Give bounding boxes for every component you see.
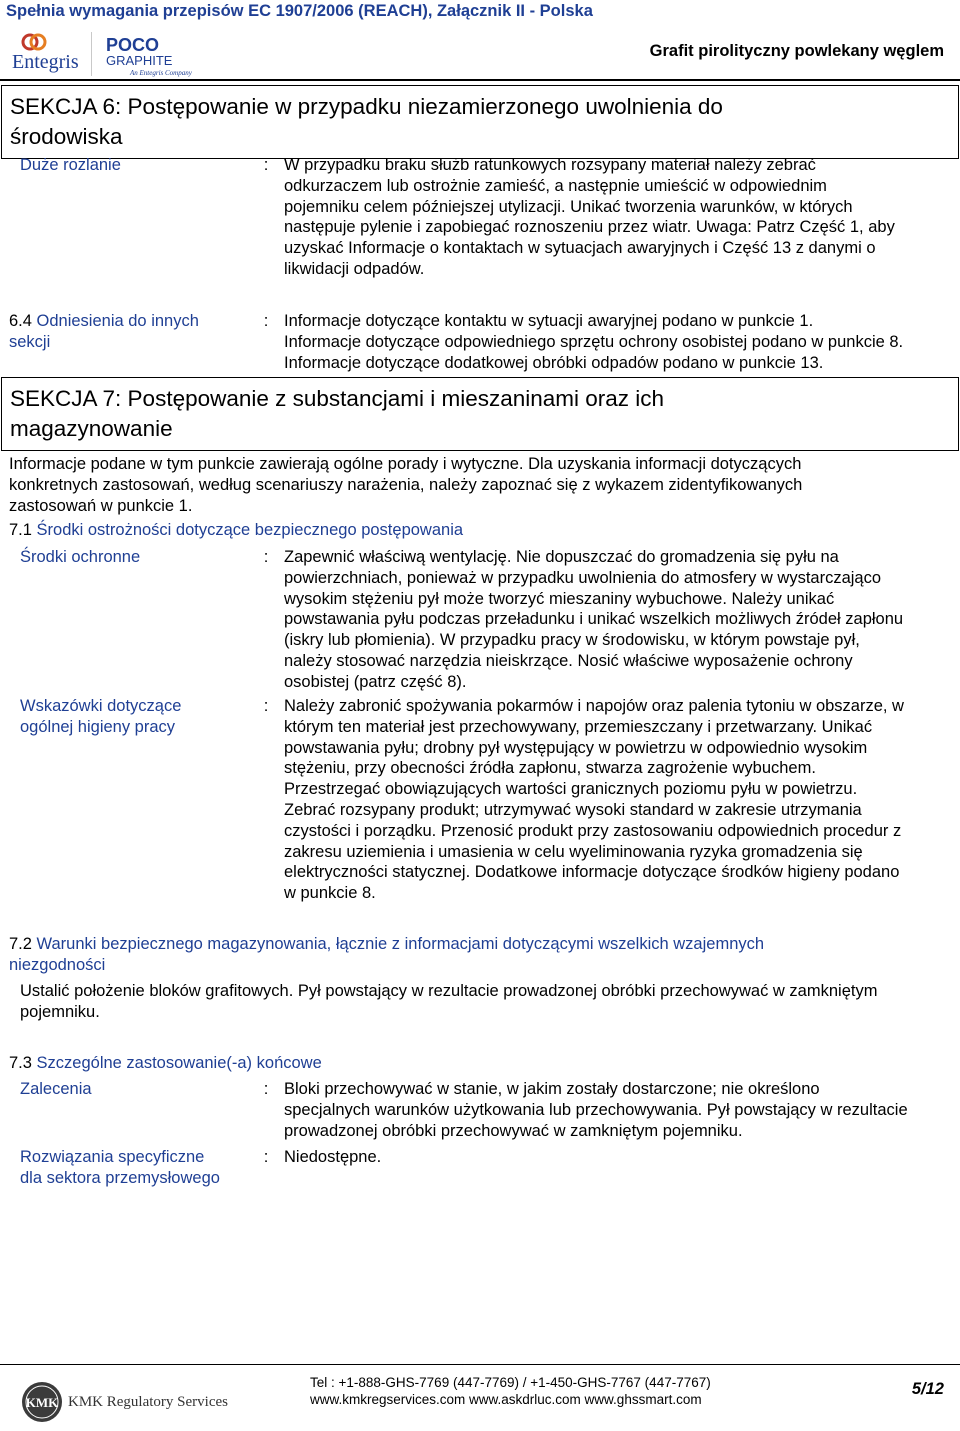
recommendations-label: Zalecenia [20,1080,92,1098]
regulation-banner: Spełnia wymagania przepisów EC 1907/2006 (REACH), Załącznik II - Polska [6,2,593,20]
text-line: którym ten materiał jest przechowywany, przemieszczany i przetwarzany. Unikać [284,717,873,736]
text-line: wysokim stężeniu pył może tworzyć mieszaniny wybuchowe. Należy unikać [284,589,835,608]
text-line: stężeniu, przy obecności źródła zapłonu, stwarza zagrożenie wybuchem. [284,759,816,778]
reference-label [9,311,199,353]
separator: : [263,1080,269,1098]
text-line: (iskry lub płomienia). W przypadku pracy w środowisku, w którym powstaje pył, [284,631,860,650]
text-line: Informacje dotyczące kontaktu w sytuacji awaryjnej podano w punkcie 1. [284,312,814,330]
text-line: należy stosować narzędzia nieiskrzące. Nosić właściwe wyposażenie ochrony [284,651,853,670]
separator: : [263,156,269,174]
text-line: Zebrać rozsypany produkt; utrzymywać wysoki standard w zakresie utrzymania [284,800,862,819]
hygiene-label-line1: Wskazówki dotyczące [20,697,182,715]
svg-text:GRAPHITE: GRAPHITE [106,53,173,68]
text-line: likwidacji odpadów. [284,259,425,278]
subsection-number: 7.2 [9,935,32,953]
text-line: powstawania pyłu podczas przeładunku i unikać wszelkich możliwych źródeł zapłonu [284,610,904,629]
text-line: pojemniku. [20,1002,100,1021]
industry-label-line2: dla sektora przemysłowego [20,1168,220,1187]
text-line: elektryczności statycznej. Dodatkowe informacje dotyczące środków higieny podano [284,863,900,882]
section7-title-line2: magazynowanie [10,416,173,441]
text-line: specjalnych warunków użytkowania lub przechowywania. Pył powstający w rezultacie [284,1100,908,1119]
text-line: W przypadku braku służb ratunkowych rozsypany materiał należy zebrać [284,156,816,174]
separator: : [263,548,269,566]
recommendations-text [284,1079,948,1141]
text-line: Informacje podane w tym punkcie zawierają ogólne porady i wytyczne. Dla uzyskania informacji dotyczących [9,455,802,473]
text-line: Przestrzegać obowiązujących wartości granicznych poziomu pyłu w powietrzu. [284,780,858,799]
protective-measures-label: Środki ochronne [20,548,141,566]
hygiene-label [20,696,181,738]
footer-divider [0,1364,960,1365]
section6-title-line1: SEKCJA 6: Postępowanie w przypadku niezamierzonego uwolnienia do [10,94,723,119]
text-line: czystości i porządku. Przenosić produkt przy zastosowaniu odpowiednich procedur z [284,821,902,840]
text-line: Bloki przechowywać w stanie, w jakim zostały dostarczone; nie określono [284,1080,820,1098]
text-line: następuje pylenie i zapobiegać roznoszeniu przez wiatr. Uwaga: Patrz Część 1, aby [284,218,895,237]
subsection-title-line1: Warunki bezpiecznego magazynowania, łącznie z informacjami dotyczącymi wszelkich wzajemnych [36,935,765,953]
text-line: Informacje dotyczące odpowiedniego sprzętu ochrony osobistej podano w punkcie 8. [284,332,904,351]
text-line: powierzchniach, ponieważ w przypadku uwolnienia do atmosfery w wystarczająco [284,568,882,587]
section7-intro [9,454,954,516]
text-line: prowadzonej obróbki przechowywać w zamkniętym pojemniku. [284,1121,743,1140]
large-spill-label: Duże rozlanie [20,156,121,174]
svg-text:POCO: POCO [106,35,160,55]
document-title: Grafit pirolityczny powlekany węglem [649,42,944,60]
reference-label-line1: Odniesienia do innych [36,312,199,330]
text-line: pojemniku celem późniejszej utylizacji. Unikać tworzenia warunków, w których [284,197,853,216]
footer-websites: www.kmkregservices.com www.askdrluc.com www.ghssmart.com [310,1392,702,1407]
page-number: 5/12 [911,1380,944,1398]
subsection-number: 7.1 [9,521,32,539]
industry-label-line1: Rozwiązania specyficzne [20,1148,205,1166]
section7-title-line1: SEKCJA 7: Postępowanie z substancjami i mieszaninami oraz ich [10,386,665,411]
storage-text [20,981,955,1023]
protective-measures-text [284,547,948,693]
text-line: zastosowań w punkcie 1. [9,496,193,515]
subsection-7-2-heading [9,934,954,976]
text-line: Ustalić położenie bloków grafitowych. Pył powstający w rezultacie prowadzonej obróbki przechowywać w zamkniętym [20,982,878,1000]
separator: : [263,697,269,715]
text-line: uzyskać Informacje o kontaktach w sytuacjach awaryjnych i Część 13 z danymi o [284,239,876,258]
section6-title-line2: środowiska [10,124,123,149]
separator: : [263,1148,269,1166]
hygiene-label-line2: ogólnej higieny pracy [20,717,176,736]
subsection-title: Środki ostrożności dotyczące bezpiecznego postępowania [36,521,464,539]
subsection-number: 6.4 [9,312,32,330]
logo-divider [91,32,92,76]
header-divider [0,79,960,81]
text-line: Należy zabronić spożywania pokarmów i napojów oraz palenia tytoniu w obszarze, w [284,697,904,715]
footer-phone: Tel : +1-888-GHS-7769 (447-7769) / +1-450-GHS-7767 (447-7767) [310,1375,711,1390]
company-name: KMK Regulatory Services [68,1394,228,1410]
reference-text [284,311,954,373]
section6-heading [1,85,959,159]
industry-solutions-value: Niedostępne. [284,1148,382,1166]
text-line: osobistej (patrz część 8). [284,672,467,691]
poco-graphite-logo [104,34,194,78]
reference-label-line2: sekcji [9,332,51,351]
text-line: w punkcie 8. [284,884,376,903]
industry-solutions-label [20,1147,220,1189]
text-line: odkurzaczem lub ostrożnie zamieść, a następnie umieścić w odpowiednim [284,176,827,195]
text-line: Zapewnić właściwą wentylację. Nie dopuszczać do gromadzenia się pyłu na [284,548,839,566]
svg-text:Entegris: Entegris [12,51,79,73]
hygiene-text [284,696,948,904]
separator: : [263,312,269,330]
svg-text:An Entegris Company: An Entegris Company [130,69,192,77]
text-line: Informacje dotyczące dodatkowej obróbki odpadów podano w punkcie 13. [284,353,824,372]
text-line: zakresu uziemienia i umasienia w celu wyeliminowania ryzyka gromadzenia się [284,842,863,861]
subsection-title: Szczególne zastosowanie(-a) końcowe [36,1054,322,1072]
section7-heading [1,377,959,451]
subsection-7-3-heading [9,1053,322,1074]
subsection-number: 7.3 [9,1054,32,1072]
kmk-logo-icon [20,1380,64,1424]
text-line: konkretnych zastosowań, według scenariuszy narażenia, należy zapoznać się z wykazem zidentyfikowanych [9,475,803,494]
entegris-logo [10,32,82,74]
subsection-title-line2: niezgodności [9,955,106,974]
svg-text:KMK: KMK [25,1395,59,1410]
text-line: powstawania pyłu; drobny pył występujący w powietrzu w odpowiednio wysokim [284,738,868,757]
large-spill-text [284,155,948,280]
subsection-7-1-heading [9,520,463,541]
